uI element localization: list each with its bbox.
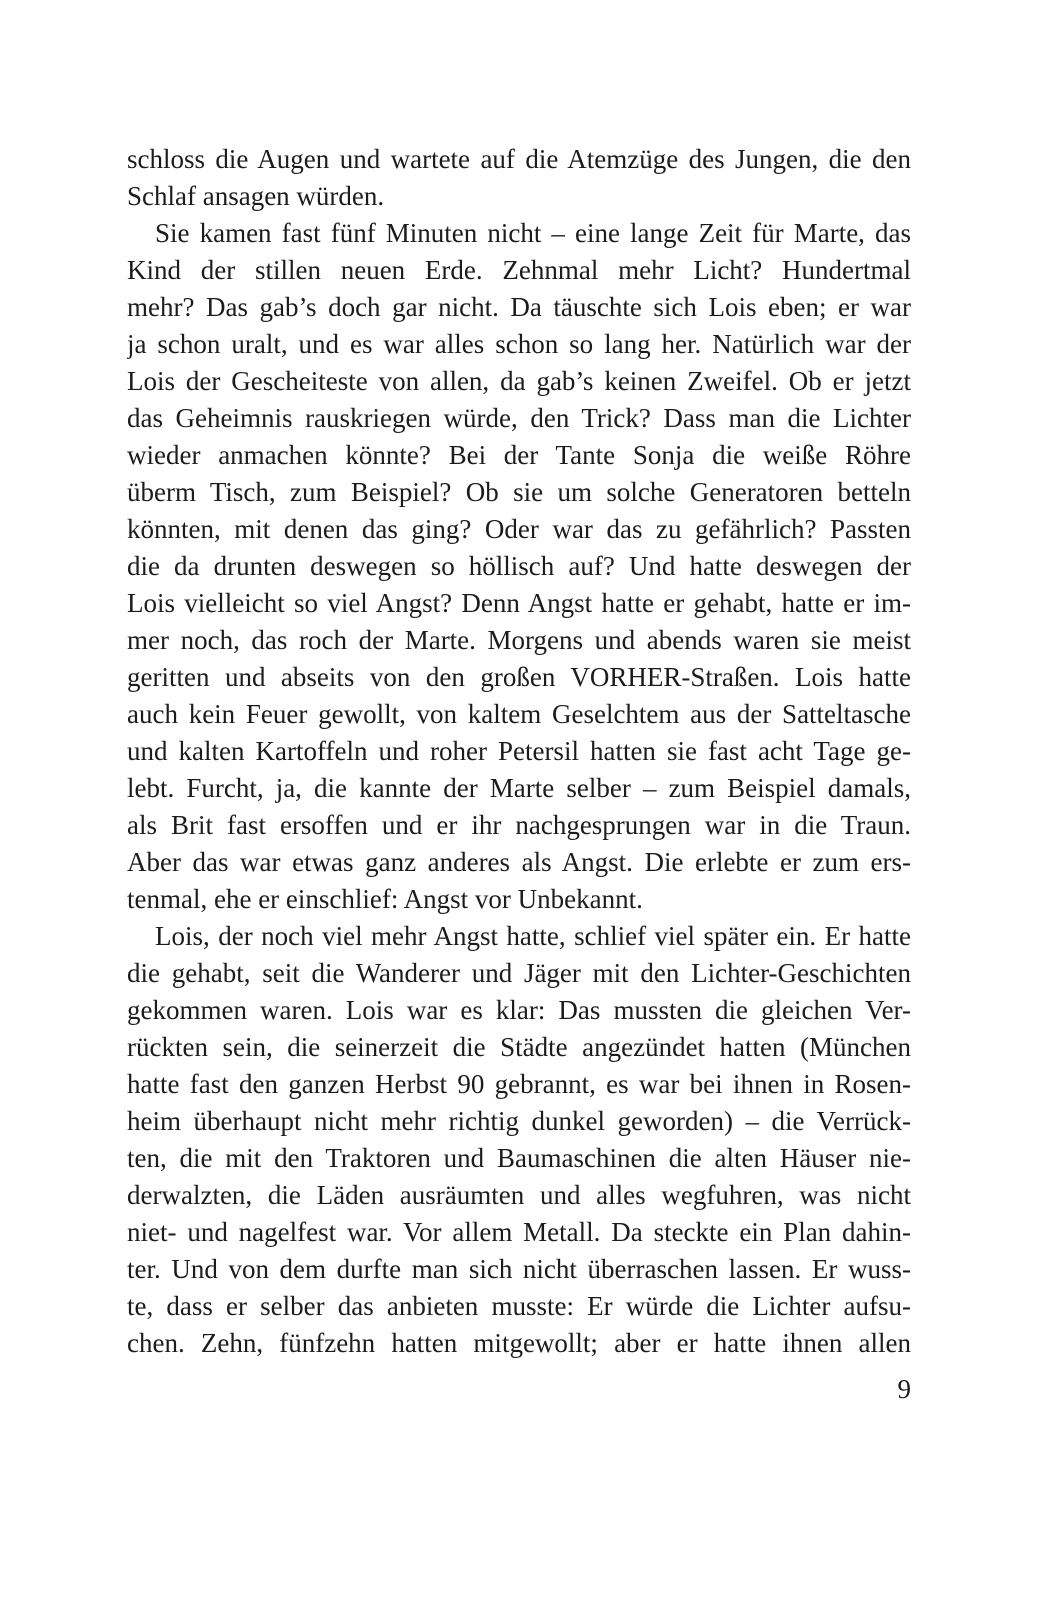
text-line: Lois der Gescheiteste von allen, da gab’s keinen Zweifel. Ob er jetzt — [127, 366, 911, 396]
text-line: Kind der stillen neuen Erde. Zehnmal mehr Licht? Hundertmal — [127, 255, 911, 285]
page-number: 9 — [897, 1374, 911, 1404]
text-line: die gehabt, seit die Wanderer und Jäger mit den Lichter-Geschichten — [127, 958, 911, 988]
text-line: gekommen waren. Lois war es klar: Das mussten die gleichen Ver- — [127, 995, 911, 1025]
text-line: überm Tisch, zum Beispiel? Ob sie um solche Generatoren betteln — [127, 477, 911, 507]
text-line: ten, die mit den Traktoren und Baumaschinen die alten Häuser nie- — [127, 1143, 911, 1173]
text-block — [127, 141, 911, 1362]
text-line: tenmal, ehe er einschlief: Angst vor Unbekannt. — [127, 884, 643, 914]
text-line: ja schon uralt, und es war alles schon so lang her. Natürlich war der — [127, 329, 911, 359]
text-line: die da drunten deswegen so höllisch auf? Und hatte deswegen der — [127, 551, 911, 581]
text-line: Lois, der noch viel mehr Angst hatte, schlief viel später ein. Er hatte — [155, 921, 911, 951]
text-line: hatte fast den ganzen Herbst 90 gebrannt, es war bei ihnen in Rosen- — [127, 1069, 911, 1099]
text-line: könnten, mit denen das ging? Oder war das zu gefährlich? Passten — [127, 514, 911, 544]
paragraph — [127, 141, 911, 215]
text-line: als Brit fast ersoffen und er ihr nachgesprungen war in die Traun. — [127, 810, 911, 840]
text-line: das Geheimnis rauskriegen würde, den Trick? Dass man die Lichter — [127, 403, 911, 433]
text-line: Lois vielleicht so viel Angst? Denn Angst hatte er gehabt, hatte er im- — [127, 588, 911, 618]
text-line: Schlaf ansagen würden. — [127, 181, 385, 211]
text-line: mer noch, das roch der Marte. Morgens und abends waren sie meist — [127, 625, 911, 655]
text-line: wieder anmachen könnte? Bei der Tante Sonja die weiße Röhre — [127, 440, 911, 470]
text-line: chen. Zehn, fünfzehn hatten mitgewollt; aber er hatte ihnen allen — [127, 1328, 911, 1358]
text-line: heim überhaupt nicht mehr richtig dunkel geworden) – die Verrück- — [127, 1106, 911, 1136]
text-line: derwalzten, die Läden ausräumten und alles wegfuhren, was nicht — [127, 1180, 911, 1210]
text-line: niet- und nagelfest war. Vor allem Metall. Da steckte ein Plan dahin- — [127, 1217, 911, 1247]
text-line: Aber das war etwas ganz anderes als Angst. Die erlebte er zum ers- — [127, 847, 911, 877]
text-line: Sie kamen fast fünf Minuten nicht – eine lange Zeit für Marte, das — [155, 218, 911, 248]
text-line: schloss die Augen und wartete auf die Atemzüge des Jungen, die den — [127, 144, 911, 174]
text-line: lebt. Furcht, ja, die kannte der Marte selber – zum Beispiel damals, — [127, 773, 911, 803]
text-line: te, dass er selber das anbieten musste: Er würde die Lichter aufsu- — [127, 1291, 911, 1321]
text-line: auch kein Feuer gewollt, von kaltem Geselchtem aus der Satteltasche — [127, 699, 911, 729]
text-line: rückten sein, die seinerzeit die Städte angezündet hatten (München — [127, 1032, 911, 1062]
text-line: und kalten Kartoffeln und roher Petersil hatten sie fast acht Tage ge- — [127, 736, 911, 766]
paragraph — [127, 215, 911, 918]
text-line: mehr? Das gab’s doch gar nicht. Da täuschte sich Lois eben; er war — [127, 292, 911, 322]
text-line: geritten und abseits von den großen VORHER-Straßen. Lois hatte — [127, 662, 911, 692]
paragraph — [127, 918, 911, 1362]
text-line: ter. Und von dem durfte man sich nicht überraschen lassen. Er wuss- — [127, 1254, 911, 1284]
